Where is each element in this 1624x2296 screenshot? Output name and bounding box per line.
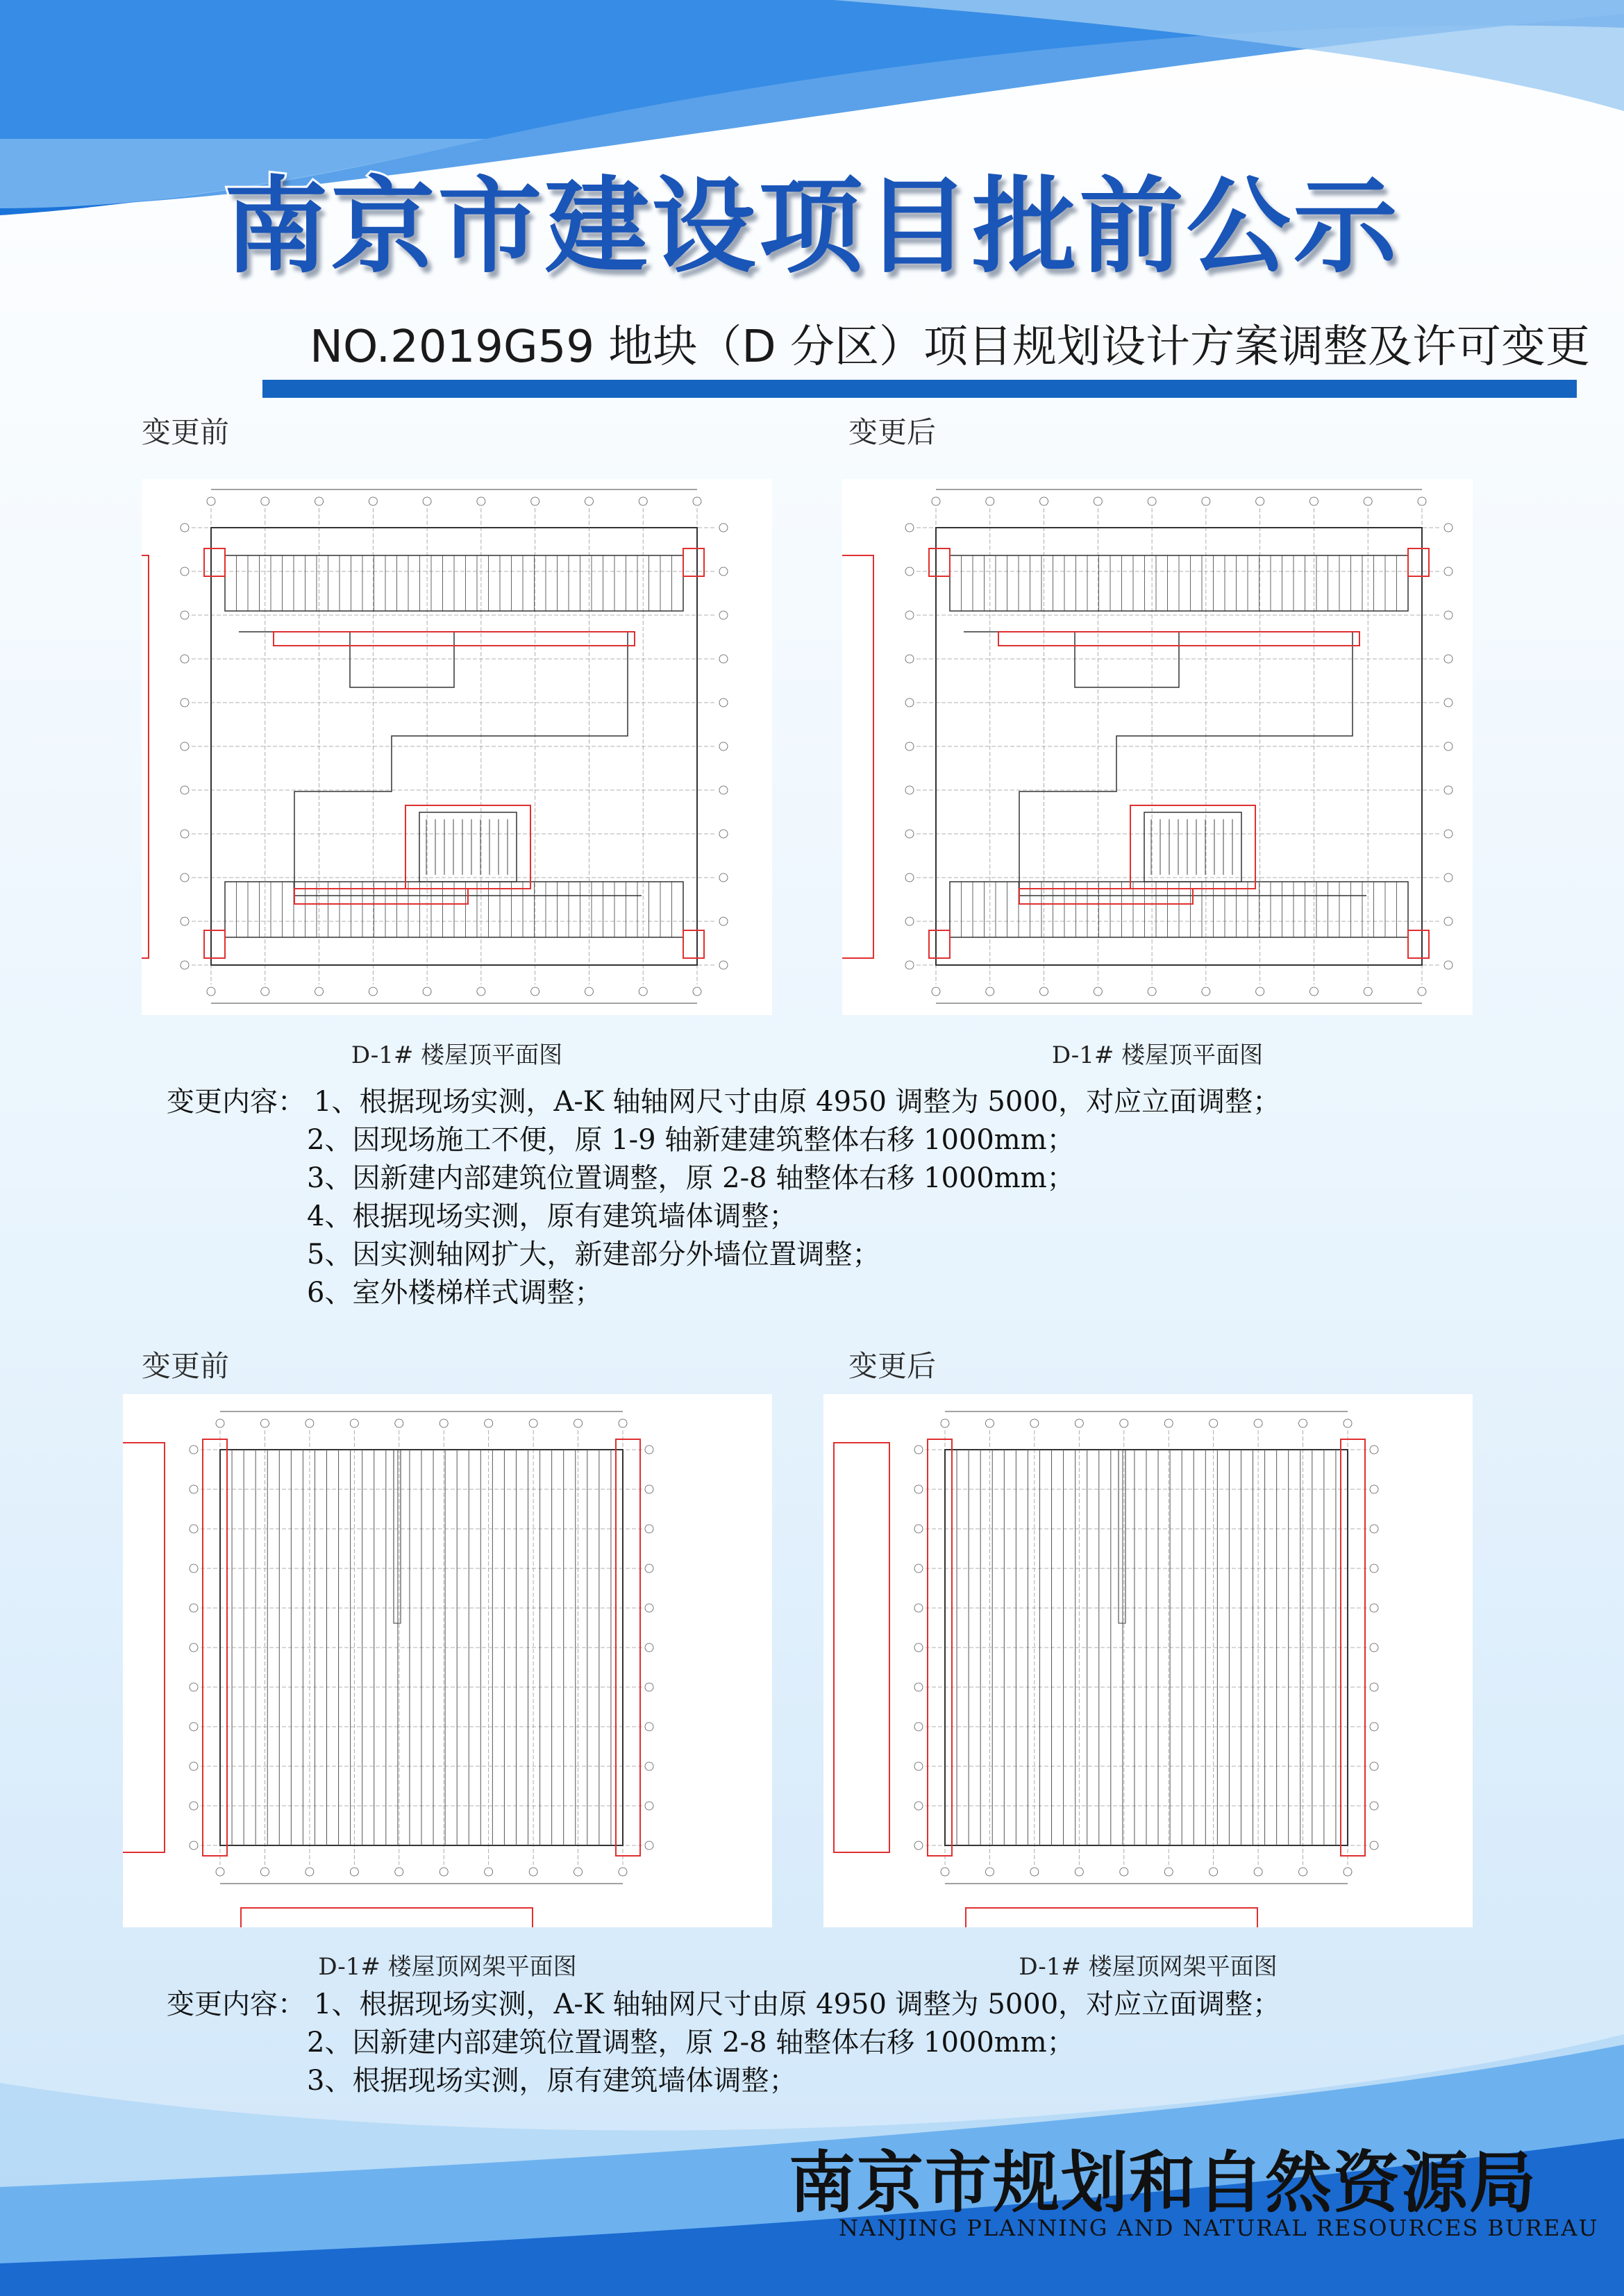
axis-bubble [719, 873, 728, 882]
axis-bubble [1164, 1419, 1173, 1427]
notes-head-2: 变更内容： [167, 1988, 305, 2020]
markup-box [834, 1443, 889, 1852]
axis-bubble [719, 786, 728, 794]
markup-box [1408, 548, 1429, 576]
axis-bubble [1343, 1868, 1352, 1876]
label-after-2: 变更后 [848, 1349, 937, 1383]
axis-bubble [181, 917, 189, 925]
axis-bubble [914, 1643, 923, 1652]
axis-bubble [1370, 1802, 1378, 1810]
axis-bubble [639, 497, 647, 505]
axis-bubble [305, 1419, 314, 1427]
roof-plan-after [842, 479, 1473, 1015]
axis-bubble [1444, 523, 1453, 532]
axis-bubble [369, 497, 377, 505]
axis-bubble [216, 1419, 224, 1427]
axis-bubble [1254, 1868, 1262, 1876]
axis-bubble [914, 1841, 923, 1850]
note-item: 4、根据现场实测，原有建筑墙体调整； [307, 1200, 797, 1232]
label-before-2: 变更前 [142, 1349, 230, 1383]
axis-bubble [369, 987, 377, 996]
axis-bubble [914, 1723, 923, 1731]
axis-bubble [619, 1419, 627, 1427]
label-after-1: 变更后 [848, 415, 937, 449]
axis-bubble [1370, 1643, 1378, 1652]
markup-box [142, 555, 149, 958]
axis-bubble [181, 698, 189, 707]
axis-bubble [932, 987, 940, 996]
markup-box [204, 548, 225, 576]
axis-bubble [986, 497, 994, 505]
axis-bubble [181, 742, 189, 751]
notes-head-1: 变更内容： [167, 1086, 305, 1118]
page-title: 南京市建设项目批前公示 [224, 167, 1400, 287]
axis-bubble [1444, 567, 1453, 576]
stair-block [419, 812, 517, 882]
markup-box [204, 930, 225, 958]
axis-bubble [190, 1446, 198, 1454]
axis-bubble [719, 742, 728, 751]
axis-bubble [181, 830, 189, 838]
note-item: 2、因新建内部建筑位置调整，原 2-8 轴整体右移 1000mm； [307, 2027, 1075, 2059]
axis-bubble [1164, 1868, 1173, 1876]
axis-bubble [1370, 1446, 1378, 1454]
label-before-1: 变更前 [142, 415, 230, 449]
truss-plan-after [823, 1394, 1473, 1927]
axis-bubble [905, 917, 914, 925]
axis-bubble [1075, 1868, 1083, 1876]
axis-bubble [1094, 987, 1102, 996]
axis-bubble [190, 1643, 198, 1652]
note-item: 2、因现场施工不便，原 1-9 轴新建建筑整体右移 1000mm； [307, 1124, 1075, 1156]
axis-bubble [350, 1419, 358, 1427]
axis-bubble [181, 655, 189, 663]
axis-bubble [181, 611, 189, 619]
axis-bubble [1309, 497, 1318, 505]
change-notes-1 [167, 1083, 1280, 1312]
axis-bubble [395, 1868, 403, 1876]
axis-bubble [719, 698, 728, 707]
axis-bubble [1444, 917, 1453, 925]
axis-bubble [1444, 786, 1453, 794]
axis-bubble [260, 1868, 269, 1876]
axis-bubble [1343, 1419, 1352, 1427]
axis-bubble [719, 523, 728, 532]
roof-outline [239, 632, 642, 896]
axis-bubble [207, 987, 215, 996]
axis-bubble [941, 1868, 949, 1876]
axis-bubble [719, 611, 728, 619]
axis-bubble [719, 917, 728, 925]
axis-bubble [1418, 497, 1426, 505]
axis-bubble [261, 987, 269, 996]
axis-bubble [485, 1419, 493, 1427]
title-divider [262, 380, 1577, 398]
axis-bubble [1370, 1762, 1378, 1770]
axis-bubble [914, 1446, 923, 1454]
axis-bubble [645, 1723, 653, 1731]
axis-bubble [531, 987, 539, 996]
axis-bubble [719, 567, 728, 576]
axis-bubble [986, 987, 994, 996]
axis-bubble [905, 655, 914, 663]
axis-bubble [190, 1485, 198, 1493]
axis-bubble [181, 523, 189, 532]
axis-bubble [645, 1564, 653, 1573]
truss-plan-before [123, 1394, 772, 1927]
axis-bubble [645, 1485, 653, 1493]
axis-bubble [190, 1525, 198, 1533]
markup-box [683, 930, 704, 958]
axis-bubble [693, 987, 701, 996]
axis-bubble [190, 1604, 198, 1612]
axis-bubble [645, 1604, 653, 1612]
axis-bubble [1370, 1604, 1378, 1612]
note-item: 1、根据现场实测，A-K 轴轴网尺寸由原 4950 调整为 5000，对应立面调整； [314, 1988, 1281, 2020]
caption-truss-before: D-1# 楼屋顶网架平面图 [318, 1953, 577, 1981]
markup-box [241, 1908, 533, 1927]
roof-outline [964, 632, 1366, 896]
axis-bubble [905, 611, 914, 619]
axis-bubble [1148, 987, 1156, 996]
axis-bubble [207, 497, 215, 505]
markup-box [1130, 805, 1255, 889]
axis-bubble [905, 873, 914, 882]
axis-bubble [531, 497, 539, 505]
axis-bubble [1299, 1868, 1307, 1876]
axis-bubble [477, 497, 485, 505]
stair-block [1144, 812, 1241, 882]
axis-bubble [1209, 1419, 1218, 1427]
axis-bubble [190, 1564, 198, 1573]
axis-bubble [529, 1419, 537, 1427]
axis-bubble [350, 1868, 358, 1876]
markup-box [1408, 930, 1429, 958]
axis-bubble [1075, 1419, 1083, 1427]
axis-bubble [914, 1802, 923, 1810]
axis-bubble [1444, 655, 1453, 663]
axis-bubble [914, 1683, 923, 1691]
axis-bubble [1444, 873, 1453, 882]
axis-bubble [905, 961, 914, 969]
axis-bubble [1370, 1683, 1378, 1691]
axis-bubble [574, 1868, 583, 1876]
axis-bubble [315, 987, 324, 996]
axis-bubble [1148, 497, 1156, 505]
axis-bubble [905, 830, 914, 838]
organization-name: 南京市规划和自然资源局 [789, 2143, 1537, 2222]
axis-bubble [190, 1762, 198, 1770]
axis-bubble [423, 987, 431, 996]
axis-bubble [719, 830, 728, 838]
axis-bubble [315, 497, 324, 505]
axis-bubble [1364, 497, 1372, 505]
axis-bubble [1202, 987, 1210, 996]
axis-bubble [395, 1419, 403, 1427]
axis-bubble [574, 1419, 583, 1427]
axis-bubble [181, 961, 189, 969]
markup-box [1019, 889, 1193, 904]
note-item: 6、室外楼梯样式调整； [307, 1277, 603, 1309]
axis-bubble [1256, 987, 1264, 996]
axis-bubble [914, 1604, 923, 1612]
ridge-member [1119, 1450, 1125, 1623]
axis-bubble [1120, 1868, 1128, 1876]
axis-bubble [1256, 497, 1264, 505]
axis-bubble [1040, 987, 1048, 996]
axis-bubble [1120, 1419, 1128, 1427]
axis-bubble [985, 1419, 994, 1427]
axis-bubble [1202, 497, 1210, 505]
axis-bubble [1209, 1868, 1218, 1876]
axis-bubble [1444, 742, 1453, 751]
axis-bubble [1030, 1868, 1039, 1876]
ridge-member [394, 1450, 401, 1623]
axis-bubble [1370, 1485, 1378, 1493]
axis-bubble [1444, 961, 1453, 969]
axis-bubble [914, 1564, 923, 1573]
axis-bubble [1370, 1841, 1378, 1850]
axis-bubble [645, 1802, 653, 1810]
axis-bubble [1040, 497, 1048, 505]
caption-roof-before: D-1# 楼屋顶平面图 [351, 1041, 563, 1069]
axis-bubble [914, 1485, 923, 1493]
axis-bubble [914, 1762, 923, 1770]
axis-bubble [423, 497, 431, 505]
roof-plan-before [142, 479, 772, 1015]
axis-bubble [719, 961, 728, 969]
axis-bubble [941, 1419, 949, 1427]
axis-bubble [440, 1419, 448, 1427]
axis-bubble [181, 873, 189, 882]
markup-box [966, 1908, 1257, 1927]
markup-box [929, 548, 950, 576]
axis-bubble [1299, 1419, 1307, 1427]
axis-bubble [585, 497, 593, 505]
axis-bubble [190, 1683, 198, 1691]
caption-roof-after: D-1# 楼屋顶平面图 [1051, 1041, 1264, 1069]
axis-bubble [1370, 1525, 1378, 1533]
markup-box [683, 548, 704, 576]
axis-bubble [485, 1868, 493, 1876]
axis-bubble [645, 1525, 653, 1533]
axis-bubble [1444, 698, 1453, 707]
axis-bubble [914, 1525, 923, 1533]
axis-bubble [645, 1446, 653, 1454]
markup-box [294, 889, 468, 904]
axis-bubble [693, 497, 701, 505]
markup-box [929, 930, 950, 958]
note-item: 3、因新建内部建筑位置调整，原 2-8 轴整体右移 1000mm； [307, 1162, 1075, 1194]
axis-bubble [645, 1841, 653, 1850]
axis-bubble [1254, 1419, 1262, 1427]
axis-bubble [477, 987, 485, 996]
axis-bubble [639, 987, 647, 996]
organization-name-en: NANJING PLANNING AND NATURAL RESOURCES BUREAU [839, 2215, 1599, 2241]
note-item: 1、根据现场实测，A-K 轴轴网尺寸由原 4950 调整为 5000，对应立面调整； [314, 1086, 1281, 1118]
caption-truss-after: D-1# 楼屋顶网架平面图 [1019, 1953, 1278, 1981]
axis-bubble [216, 1868, 224, 1876]
axis-bubble [905, 786, 914, 794]
axis-bubble [645, 1762, 653, 1770]
change-notes-2 [167, 1986, 1280, 2100]
axis-bubble [181, 786, 189, 794]
markup-box [405, 805, 530, 889]
axis-bubble [619, 1868, 627, 1876]
axis-bubble [190, 1802, 198, 1810]
axis-bubble [645, 1643, 653, 1652]
axis-bubble [190, 1723, 198, 1731]
axis-bubble [1364, 987, 1372, 996]
axis-bubble [1370, 1723, 1378, 1731]
axis-bubble [985, 1868, 994, 1876]
axis-bubble [645, 1683, 653, 1691]
axis-bubble [719, 655, 728, 663]
axis-bubble [1444, 830, 1453, 838]
note-item: 3、根据现场实测，原有建筑墙体调整； [307, 2065, 797, 2097]
axis-bubble [905, 567, 914, 576]
axis-bubble [440, 1868, 448, 1876]
axis-bubble [932, 497, 940, 505]
axis-bubble [585, 987, 593, 996]
markup-box [123, 1443, 165, 1852]
note-item: 5、因实测轴网扩大，新建部分外墙位置调整； [307, 1239, 880, 1271]
axis-bubble [1370, 1564, 1378, 1573]
axis-bubble [1444, 611, 1453, 619]
axis-bubble [1309, 987, 1318, 996]
axis-bubble [905, 742, 914, 751]
axis-bubble [1094, 497, 1102, 505]
axis-bubble [260, 1419, 269, 1427]
markup-box [842, 555, 873, 958]
axis-bubble [905, 523, 914, 532]
axis-bubble [181, 567, 189, 576]
axis-bubble [190, 1841, 198, 1850]
axis-bubble [1030, 1419, 1039, 1427]
axis-bubble [529, 1868, 537, 1876]
page-subtitle: NO.2019G59 地块（D 分区）项目规划设计方案调整及许可变更 [310, 321, 1590, 373]
axis-bubble [305, 1868, 314, 1876]
axis-bubble [261, 497, 269, 505]
axis-bubble [1418, 987, 1426, 996]
axis-bubble [905, 698, 914, 707]
